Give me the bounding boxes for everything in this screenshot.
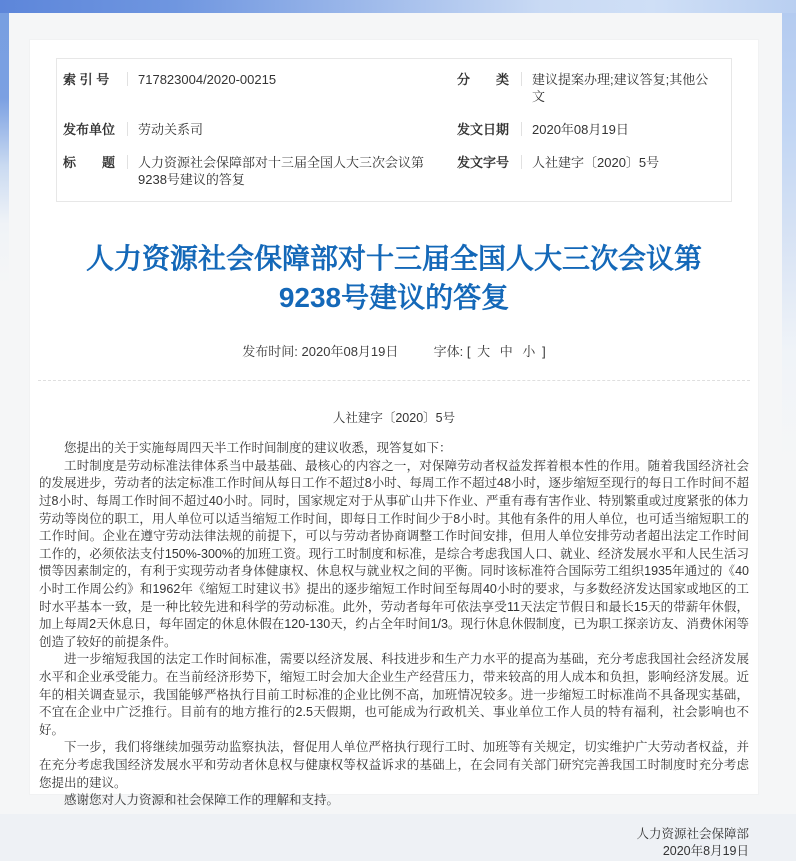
meta-label: 分 类 [457, 72, 510, 87]
meta-value: 建议提案办理;建议答复;其他公文 [532, 72, 709, 104]
body-paragraph: 进一步缩短我国的法定工作时间标准，需要以经济发展、科技进步和生产力水平的提高为基础，充分考虑我国社会经济发展水平和企业承受能力。在当前经济形势下，缩短工时会加大企业生产经营压力，带来较高的用人成本和负担，影响经济发展。近年的相关调查显示，我国能够严格执行目前工时标准的企业比例不高，加班情况较多。进一步缩短工时标准尚不具备现实基础，不宜在企业中广泛推行。目前有的地方推行的2.5天假期，也可能成为行政机关、事业单位工作人员的特有福利，社会影响也不好。 [39, 652, 749, 737]
meta-field-index-number [57, 71, 451, 88]
meta-label: 索 引 号 [63, 72, 110, 87]
publish-time-label: 发布时间: [242, 344, 298, 360]
page-title: 人力资源社会保障部对十三届全国人大三次会议第9238号建议的答复 [85, 243, 702, 313]
meta-separator [521, 122, 522, 136]
meta-field-doc-number [451, 154, 731, 171]
body-paragraph: 您提出的关于实施每周四天半工作时间制度的建议收悉，现答复如下： [64, 441, 452, 456]
body-paragraph: 工时制度是劳动标准法律体系当中最基础、最核心的内容之一，对保障劳动者权益发挥着根本性的作用。随着我国经济社会的发展进步，劳动者的法定标准工作时间从每日工作不超过8小时、每周工作不超过48小时，逐步缩短至现行的每日工作时间不超过8小时、每周工作时间不超过40小时。同时，国家规定对于从事矿山井下作业、严重有毒有害作业、特别繁重或过度紧张的体力劳动等岗位的职工，用人单位可以适当缩短工作时间，即每日工作时间少于8小时。其他有条件的用人单位，也可适当缩短职工的工作时间。企业在遵守劳动法律法规的前提下，可以与劳动者协商调整工作时间安排，但用人单位安排劳动者超出法定工作时间工作的，必须依法支付150%-300%的加班工资。现行工时制度和标准，是综合考虑我国人口、就业、经济发展水平和人民生活习惯等因素制定的，有利于实现劳动者身体健康权、休息权与就业权之间的平衡。同时该标准符合国际劳工组织1935年通过的《40小时工作周公约》和1962年《缩短工时建议书》提出的逐步缩短工作时间至每周40小时的要求，与多数经济发达国家或地区的工时水平基本一致，是一种比较先进和科学的劳动标准。此外，劳动者每年可依法享受11天法定节假日和最长15天的带薪年休假，加上每周2天休息日，每年固定的休息休假在120-130天，约占全年时间1/3。现行休息休假制度，已为职工探亲访友、消费休闲等创造了较好的前提条件。 [39, 458, 749, 649]
meta-field-category [451, 71, 731, 105]
document-card [30, 40, 758, 859]
font-size-small-link[interactable]: 小 [522, 344, 536, 360]
meta-label: 发文字号 [457, 155, 510, 170]
metadata-row [57, 146, 731, 196]
meta-value: 劳动关系司 [138, 122, 204, 137]
left-gradient-band [0, 13, 9, 353]
font-size-label: 字体: [433, 344, 464, 360]
meta-field-issuing-unit [57, 121, 451, 138]
body-paragraph: 下一步，我们将继续加强劳动监察执法，督促用人单位严格执行现行工时、加班等有关规定，切实维护广大劳动者权益，并在充分考虑我国经济发展水平和劳动者休息权与健康权等权益诉求的基础上，在会同有关部门研究完善我国工时制度时充分考虑您提出的建议。 [39, 740, 749, 790]
meta-value: 人社建字〔2020〕5号 [532, 155, 660, 170]
meta-separator [127, 72, 128, 86]
publish-info-line [30, 341, 758, 360]
signature-block [30, 826, 749, 861]
font-size-medium-link[interactable]: 中 [499, 344, 513, 360]
meta-value: 2020年08月19日 [532, 122, 629, 137]
publish-time-value: 2020年08月19日 [301, 344, 399, 360]
meta-value: 人力资源社会保障部对十三届全国人大三次会议第9238号建议的答复 [138, 155, 425, 187]
document-body [39, 440, 749, 809]
font-size-large-link[interactable]: 大 [477, 344, 491, 360]
meta-separator [127, 122, 128, 136]
meta-label: 标 题 [63, 155, 116, 170]
meta-separator [521, 72, 522, 86]
meta-field-title [57, 154, 451, 188]
meta-field-issue-date [451, 121, 731, 138]
signature-organization: 人力资源社会保障部 [636, 826, 749, 841]
meta-separator [127, 155, 128, 169]
right-gradient-band [782, 13, 796, 483]
metadata-row [57, 113, 731, 146]
meta-label: 发布单位 [63, 122, 116, 137]
document-reference-number: 人社建字〔2020〕5号 [332, 411, 456, 426]
metadata-table [56, 58, 732, 202]
dashed-divider [38, 380, 750, 381]
metadata-row [57, 63, 731, 113]
meta-value: 717823004/2020-00215 [138, 72, 277, 87]
meta-label: 发文日期 [457, 122, 510, 137]
body-paragraph: 感谢您对人力资源和社会保障工作的理解和支持。 [64, 793, 340, 808]
signature-date: 2020年8月19日 [662, 844, 749, 859]
bracket-close: ] [542, 344, 546, 360]
bracket-open: [ [466, 344, 471, 360]
meta-separator [521, 155, 522, 169]
top-gradient-band [0, 0, 796, 13]
